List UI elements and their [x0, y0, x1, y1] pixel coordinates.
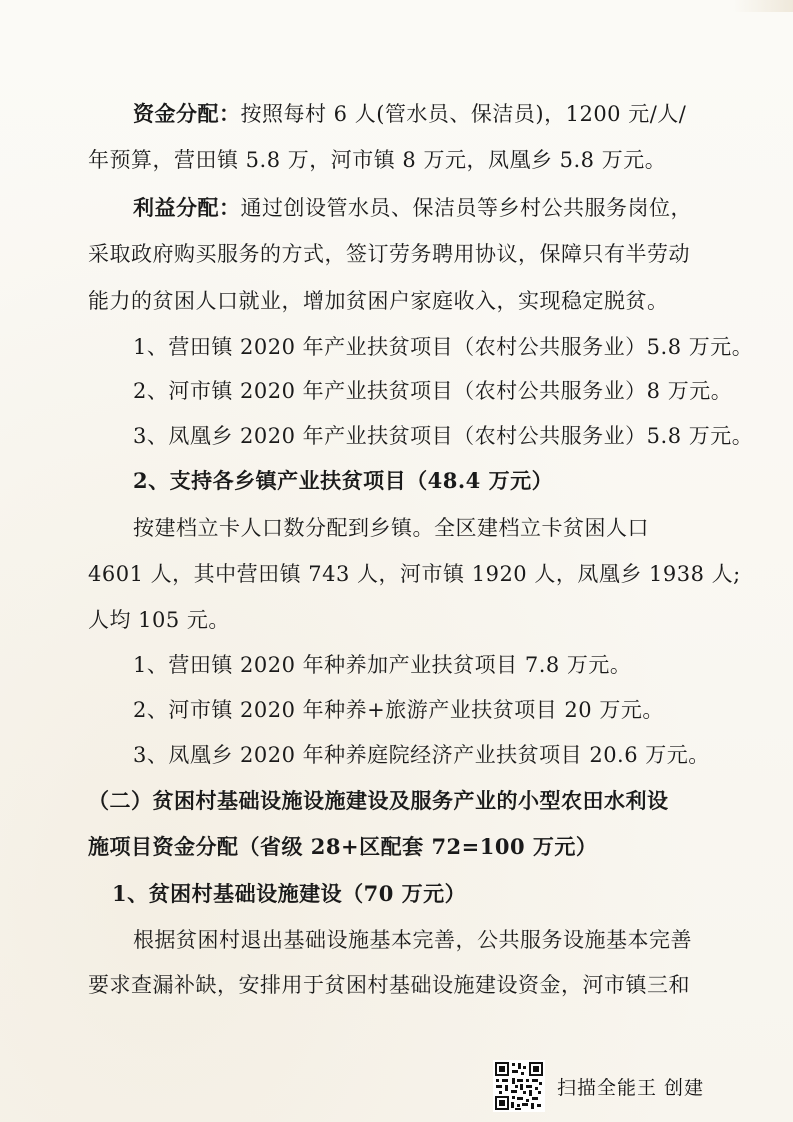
- section-heading: [88, 832, 597, 862]
- line-label: 资金分配：: [133, 101, 241, 126]
- line-text: 1、营田镇 2020 年种养加产业扶贫项目 7.8 万元。: [133, 653, 632, 677]
- paragraph-line: [133, 99, 686, 129]
- paragraph-line: [88, 605, 230, 635]
- line-text: 能力的贫困人口就业，增加贫困户家庭收入，实现稳定脱贫。: [88, 289, 669, 313]
- paragraph-line: [133, 376, 732, 406]
- scan-edge: [733, 0, 793, 12]
- line-text: 采取政府购买服务的方式，签订劳务聘用协议，保障只有半劳动: [88, 242, 690, 266]
- line-text: 施项目资金分配（省级 28+区配套 72=100 万元）: [88, 834, 598, 859]
- paragraph-line: [133, 332, 753, 362]
- line-text: 根据贫困村退出基础设施基本完善，公共服务设施基本完善: [133, 928, 692, 952]
- line-text: 按照每村 6 人(管水员、保洁员)，1200 元/人/: [240, 102, 687, 126]
- qr-code-icon[interactable]: [493, 1060, 545, 1112]
- paragraph-line: [88, 970, 690, 1000]
- paragraph-line: [133, 193, 692, 223]
- line-label: 利益分配：: [133, 195, 241, 220]
- line-text: 1、贫困村基础设施建设（70 万元）: [112, 881, 467, 906]
- section-heading: [88, 786, 669, 816]
- sub-heading: [112, 879, 466, 909]
- scanner-brand-text: 扫描全能王 创建: [557, 1076, 705, 1099]
- line-text: 3、凤凰乡 2020 年种养庭院经济产业扶贫项目 20.6 万元。: [133, 743, 710, 767]
- line-text: 要求查漏补缺，安排用于贫困村基础设施建设资金，河市镇三和: [88, 973, 690, 997]
- line-text: 年预算，营田镇 5.8 万，河市镇 8 万元，凤凰乡 5.8 万元。: [88, 148, 667, 172]
- line-text: 2、支持各乡镇产业扶贫项目（48.4 万元）: [133, 468, 554, 493]
- line-text: （二）贫困村基础设施设施建设及服务产业的小型农田水利设: [88, 788, 669, 813]
- paragraph-line: [133, 650, 631, 680]
- paragraph-line: [133, 513, 649, 543]
- line-text: 通过创设管水员、保洁员等乡村公共服务岗位，: [240, 196, 692, 220]
- line-text: 2、河市镇 2020 年产业扶贫项目（农村公共服务业）8 万元。: [133, 379, 733, 403]
- paragraph-line: [88, 239, 690, 269]
- line-text: 2、河市镇 2020 年种养+旅游产业扶贫项目 20 万元。: [133, 698, 664, 722]
- paragraph-line: [133, 695, 664, 725]
- line-text: 3、凤凰乡 2020 年产业扶贫项目（农村公共服务业）5.8 万元。: [133, 424, 754, 448]
- line-text: 4601 人，其中营田镇 743 人，河市镇 1920 人，凤凰乡 1938 人;: [88, 562, 741, 586]
- paragraph-line: [88, 286, 669, 316]
- paragraph-line: [88, 559, 741, 589]
- line-text: 1、营田镇 2020 年产业扶贫项目（农村公共服务业）5.8 万元。: [133, 335, 754, 359]
- paragraph-line: [133, 925, 692, 955]
- paragraph-line: [88, 145, 666, 175]
- line-text: 按建档立卡人口数分配到乡镇。全区建档立卡贫困人口: [133, 516, 649, 540]
- paragraph-line: [133, 421, 753, 451]
- paragraph-line: [133, 740, 710, 770]
- section-heading: [133, 466, 553, 496]
- scanner-watermark: [493, 1058, 733, 1114]
- line-text: 人均 105 元。: [88, 608, 230, 632]
